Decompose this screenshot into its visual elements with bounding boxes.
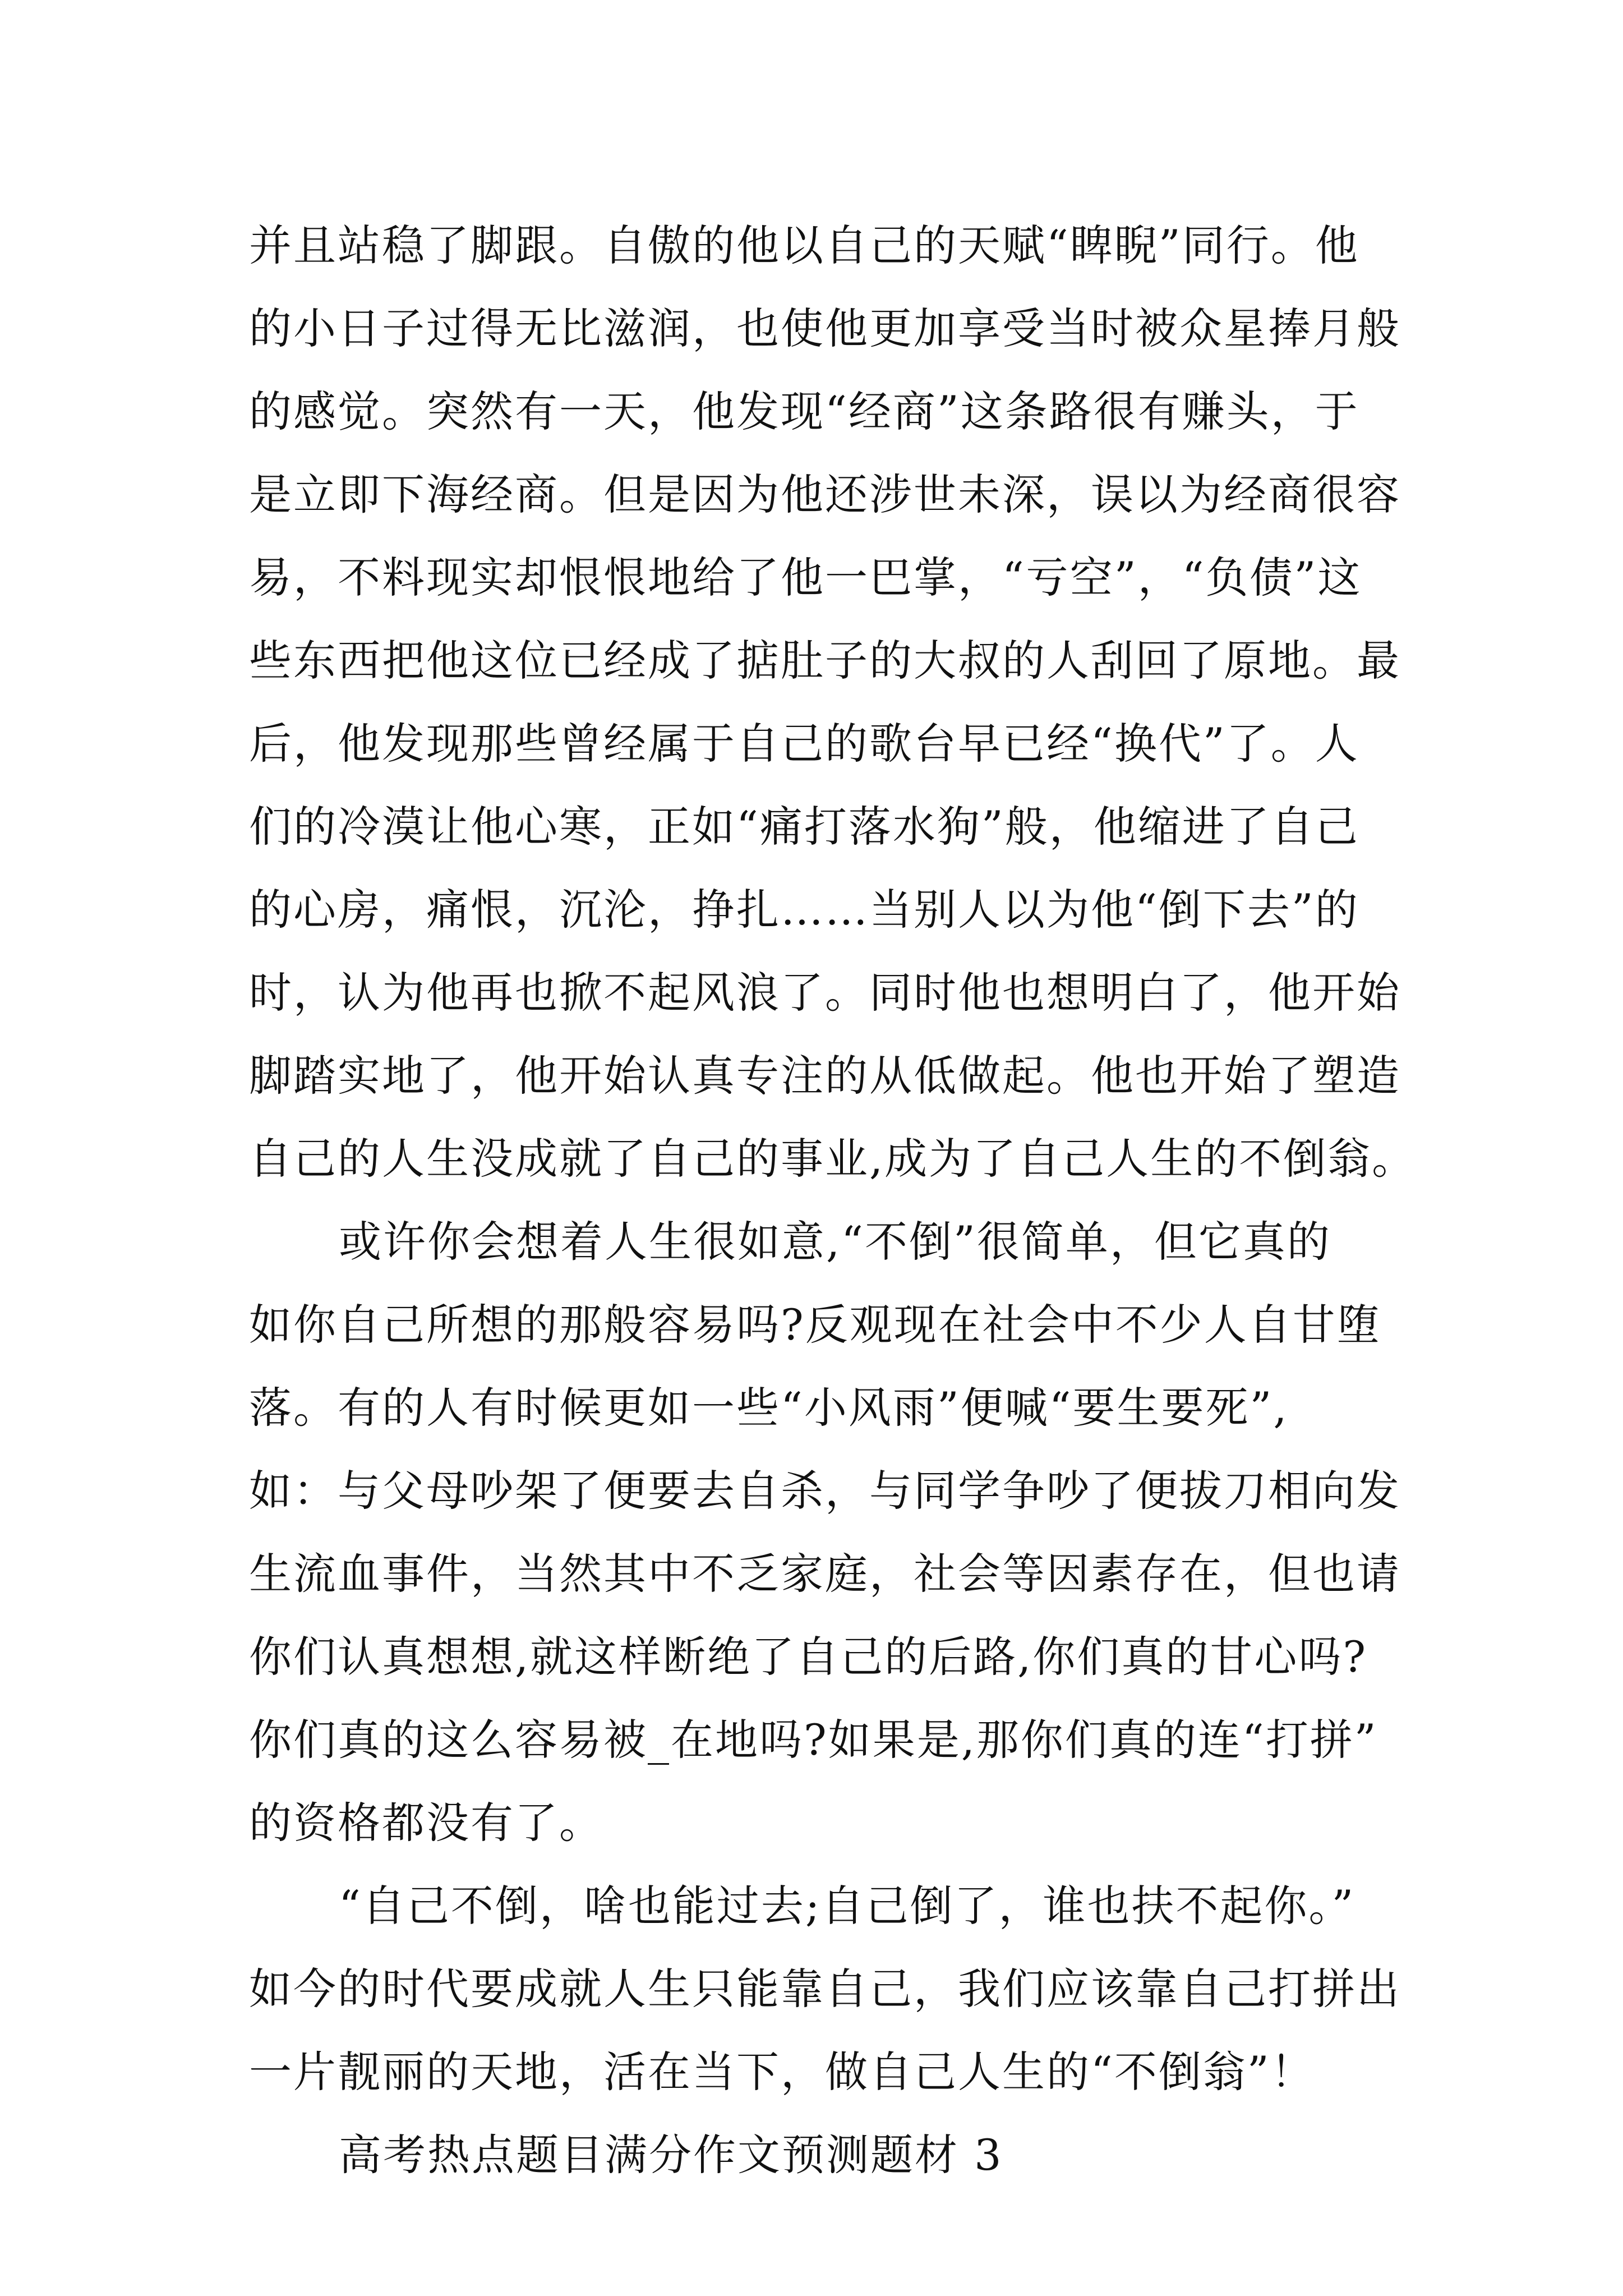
paragraph-3-line-2: 如今的时代要成就人生只能靠自己，我们应该靠自己打拼出 <box>249 1964 1401 2014</box>
section-heading: 高考热点题目满分作文预测题材 3 <box>339 2130 1003 2180</box>
paragraph-1-line-10: 时，认为他再也掀不起风浪了。同时他也想明白了，他开始 <box>249 968 1401 1018</box>
paragraph-3-line-3: 一片靓丽的天地，活在当下，做自己人生的“不倒翁”！ <box>249 2047 1315 2097</box>
paragraph-2-line-7: 你们真的这么容易被_在地吗?如果是,那你们真的连“打拼” <box>249 1715 1378 1765</box>
paragraph-1-line-9: 的心房，痛恨，沉沦，挣扎……当别人以为他“倒下去”的 <box>249 885 1359 935</box>
paragraph-2-line-3: 落。有的人有时候更如一些“小风雨”便喊“要生要死”, <box>249 1383 1289 1433</box>
paragraph-1-line-1: 并且站稳了脚跟。自傲的他以自己的天赋“睥睨”同行。他 <box>249 220 1359 270</box>
paragraph-1-line-3: 的感觉。突然有一天，他发现“经商”这条路很有赚头，于 <box>249 386 1359 436</box>
paragraph-3-line-1: “自己不倒，啥也能过去;自己倒了，谁也扶不起你。” <box>339 1881 1355 1931</box>
paragraph-1-line-2: 的小日子过得无比滋润，也使他更加享受当时被众星捧月般 <box>249 303 1401 353</box>
paragraph-1-line-11: 脚踏实地了，他开始认真专注的从低做起。他也开始了塑造 <box>249 1051 1401 1101</box>
paragraph-1-line-7: 后，他发现那些曾经属于自己的歌台早已经“换代”了。人 <box>249 719 1359 769</box>
paragraph-2-line-4: 如：与父母吵架了便要去自杀，与同学争吵了便拔刀相向发 <box>249 1466 1401 1516</box>
paragraph-1-line-4: 是立即下海经商。但是因为他还涉世未深，误以为经商很容 <box>249 470 1401 519</box>
paragraph-1-line-6: 些东西把他这位已经成了掂肚子的大叔的人刮回了原地。最 <box>249 636 1401 685</box>
paragraph-1-line-12: 自己的人生没成就了自己的事业,成为了自己人生的不倒翁。 <box>249 1134 1417 1184</box>
paragraph-2-line-6: 你们认真想想,就这样断绝了自己的后路,你们真的甘心吗? <box>249 1632 1368 1682</box>
paragraph-2-line-8: 的资格都没有了。 <box>249 1798 603 1848</box>
paragraph-2-line-1: 或许你会想着人生很如意,“不倒”很简单，但它真的 <box>339 1217 1331 1267</box>
paragraph-2-line-2: 如你自己所想的那般容易吗?反观现在社会中不少人自甘堕 <box>249 1300 1381 1350</box>
paragraph-1-line-5: 易，不料现实却恨恨地给了他一巴掌，“亏空”，“负债”这 <box>249 553 1362 602</box>
paragraph-2-line-5: 生流血事件，当然其中不乏家庭，社会等因素存在，但也请 <box>249 1549 1401 1599</box>
paragraph-1-line-8: 们的冷漠让他心寒，正如“痛打落水狗”般，他缩进了自己 <box>249 802 1359 852</box>
